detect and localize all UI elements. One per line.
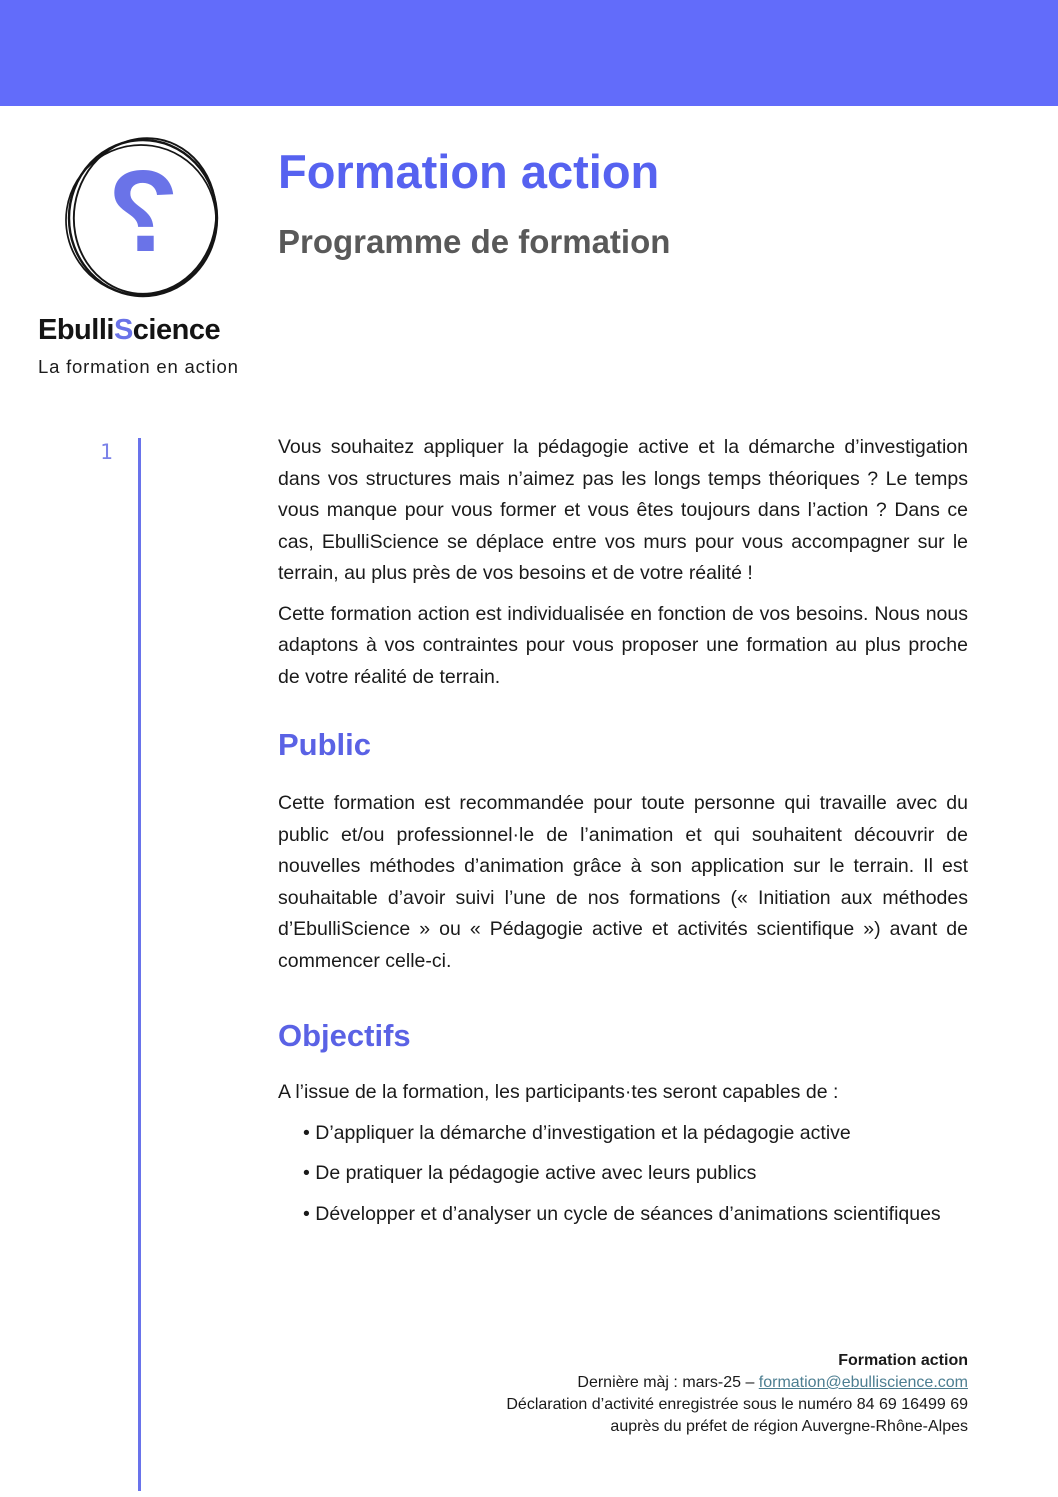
logo-wordmark: [38, 314, 253, 347]
footer-maj-prefix: Dernière màj : mars-25 –: [577, 1374, 759, 1391]
objectifs-bullet-2: • De pratiquer la pédagogie active avec leurs publics: [303, 1162, 757, 1185]
objectifs-intro: A l’issue de la formation, les participants·tes seront capables de :: [278, 1081, 839, 1104]
objectifs-bullet-3: • Développer et d’analyser un cycle de séances d’animations scientifiques: [303, 1202, 941, 1225]
logo: [38, 136, 253, 378]
intro-paragraph-2: Cette formation action est individualisée en fonction de vos besoins. Nous nous adaptons à vos contraintes pour vous proposer une formation au plus proche de votre réalité de terrain.: [278, 602, 968, 688]
logo-text-pre: Ebulli: [38, 314, 114, 346]
logo-text-accent: S: [113, 314, 133, 346]
footer-prefet: auprès du préfet de région Auvergne-Rhône-Alpes: [610, 1418, 968, 1435]
vertical-rule: [138, 438, 141, 1491]
footer-email-link[interactable]: formation@ebulliscience.com: [758, 1374, 968, 1391]
public-paragraph: Cette formation est recommandée pour toute personne qui travaille avec du public et/ou professionnel·le de l’animation et qui souhaitent découvrir de nouvelles méthodes d’animation grâce à son application sur le terrain. Il est souhaitable d’avoir suivi l’une de nos formations (« Initiation aux méthodes d’EbulliScience » ou « Pédagogie active et activités scientifique ») avant de commencer celle-ci.: [278, 792, 968, 972]
footer-maj-line: [278, 1372, 968, 1394]
document-subtitle: Programme de formation: [278, 223, 671, 260]
question-mark-icon: ?: [107, 146, 179, 276]
header-banner: [0, 0, 1058, 106]
objectifs-bullet-1: • D’appliquer la démarche d’investigation et la pédagogie active: [303, 1121, 851, 1144]
section-heading-objectifs: Objectifs: [278, 1018, 411, 1054]
footer: [278, 1350, 968, 1438]
content-column: [278, 432, 968, 1239]
page-number: 1: [100, 440, 113, 464]
intro-paragraph-1: Vous souhaitez appliquer la pédagogie active et la démarche d’investigation dans vos structures mais n’aimez pas les longs temps théoriques ? Le temps vous manque pour vous former et vous êtes toujours dans l’action ? Dans ce cas, EbulliScience se déplace entre vos murs pour vous accompagner sur le terrain, au plus près de vos besoins et de votre réalité !: [278, 436, 968, 584]
logo-tagline: La formation en action: [38, 356, 239, 377]
footer-declaration: Déclaration d’activité enregistrée sous le numéro 84 69 16499 69: [506, 1396, 968, 1413]
section-heading-public: Public: [278, 727, 372, 762]
footer-title: Formation action: [838, 1352, 968, 1369]
document-title: Formation action: [278, 145, 660, 198]
logo-question-circle: [64, 136, 222, 300]
logo-text-post: cience: [132, 314, 221, 346]
